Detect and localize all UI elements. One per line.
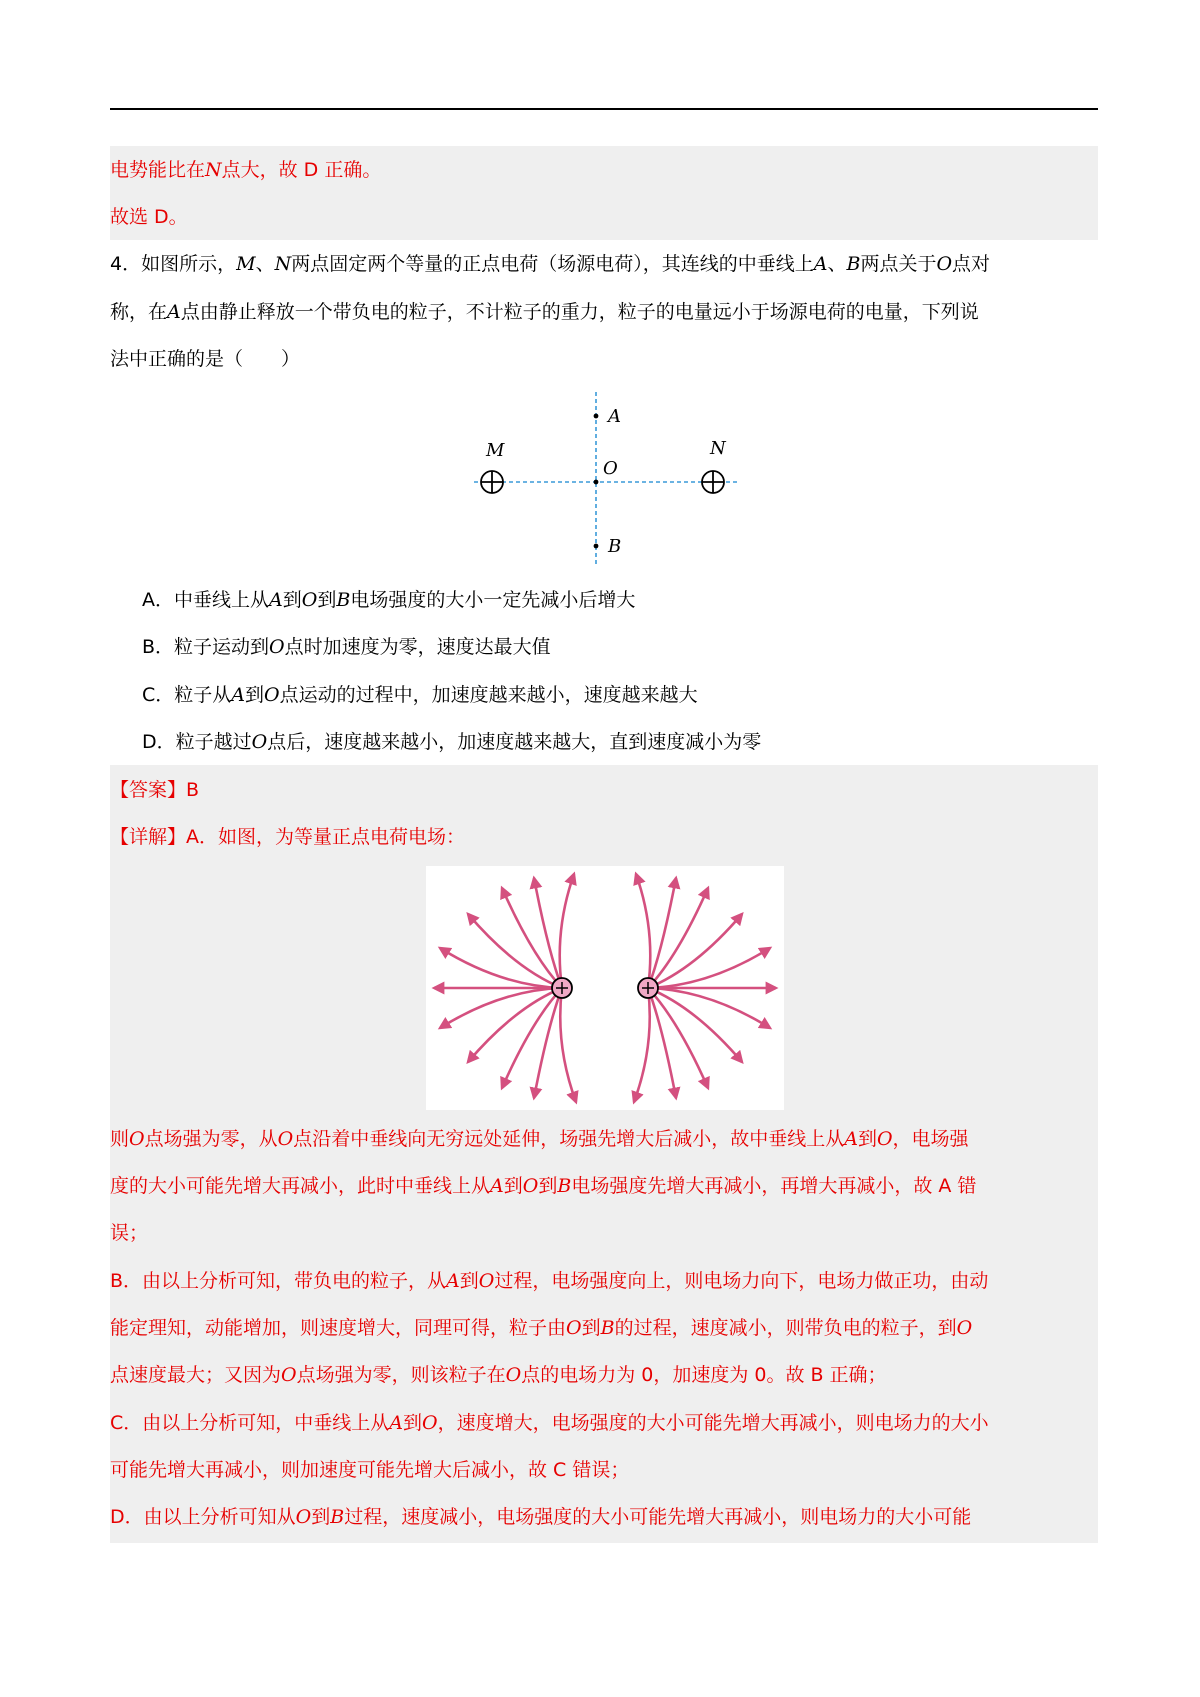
question-line-2: 称，在A点由静止释放一个带负电的粒子，不计粒子的重力，粒子的电量远小于场源电荷的电量，下列说 (110, 301, 979, 323)
option-b[interactable]: B．粒子运动到O点时加速度为零，速度达最大值 (142, 636, 551, 658)
label-m: M (486, 440, 505, 461)
option-c[interactable]: C．粒子从A到O点运动的过程中，加速度越来越小，速度越来越大 (142, 684, 698, 706)
question-line-3: 法中正确的是（ ） (110, 348, 301, 370)
point-o-dot (594, 480, 599, 485)
label-o: O (603, 458, 618, 479)
answer-label: 【答案】B (110, 779, 200, 801)
detail-a-line-2: 度的大小可能先增大再减小，此时中垂线上从A到O到B电场强度先增大再减小，再增大再减小，故 A 错 (110, 1175, 977, 1197)
charge-n-icon (702, 471, 724, 493)
answer-continuation-line-1: 电势能比在N点大，故 D 正确。 (110, 159, 382, 181)
label-n: N (710, 438, 726, 459)
detail-b-line-1: B．由以上分析可知，带负电的粒子，从A到O过程，电场强度向上，则电场力向下，电场力做正功，由动 (110, 1270, 989, 1292)
option-d[interactable]: D．粒子越过O点后，速度越来越小，加速度越来越大，直到速度减小为零 (142, 731, 762, 753)
header-rule (110, 108, 1098, 110)
detail-c-line-1: C．由以上分析可知，中垂线上从A到O，速度增大，电场强度的大小可能先增大再减小，则电场力的大小 (110, 1412, 989, 1434)
label-a: A (608, 406, 621, 427)
label-b: B (608, 536, 622, 557)
detail-b-line-2: 能定理知，动能增加，则速度增大，同理可得，粒子由O到B的过程，速度减小，则带负电的粒子，到O (110, 1317, 973, 1339)
field-lines-diagram (426, 866, 784, 1110)
detail-c-line-2: 可能先增大再减小，则加速度可能先增大后减小，故 C 错误； (110, 1459, 630, 1481)
left-charge-icon (552, 978, 572, 998)
option-a[interactable]: A．中垂线上从A到O到B电场强度的大小一定先减小后增大 (142, 589, 636, 611)
charge-m-icon (481, 471, 503, 493)
detail-a-line-3: 误； (110, 1222, 149, 1244)
detail-a-line-1: 则O点场强为零，从O点沿着中垂线向无穷远处延伸，场强先增大后减小，故中垂线上从A到O，电场强 (110, 1128, 969, 1150)
right-charge-icon (638, 978, 658, 998)
charge-diagram (460, 388, 750, 568)
question-line-1: 4．如图所示，M、N两点固定两个等量的正点电荷（场源电荷），其连线的中垂线上A、B两点关于O点对 (110, 253, 991, 275)
detail-d-line-1: D．由以上分析可知从O到B过程，速度减小，电场强度的大小可能先增大再减小，则电场力的大小可能 (110, 1506, 972, 1528)
detail-label: 【详解】A．如图，为等量正点电荷电场： (110, 826, 465, 848)
answer-continuation-line-2: 故选 D。 (110, 206, 188, 228)
point-b-dot (594, 544, 599, 549)
point-a-dot (594, 414, 599, 419)
detail-b-line-3: 点速度最大；又因为O点场强为零，则该粒子在O点的电场力为 0，加速度为 0。故 B 正确； (110, 1364, 887, 1386)
